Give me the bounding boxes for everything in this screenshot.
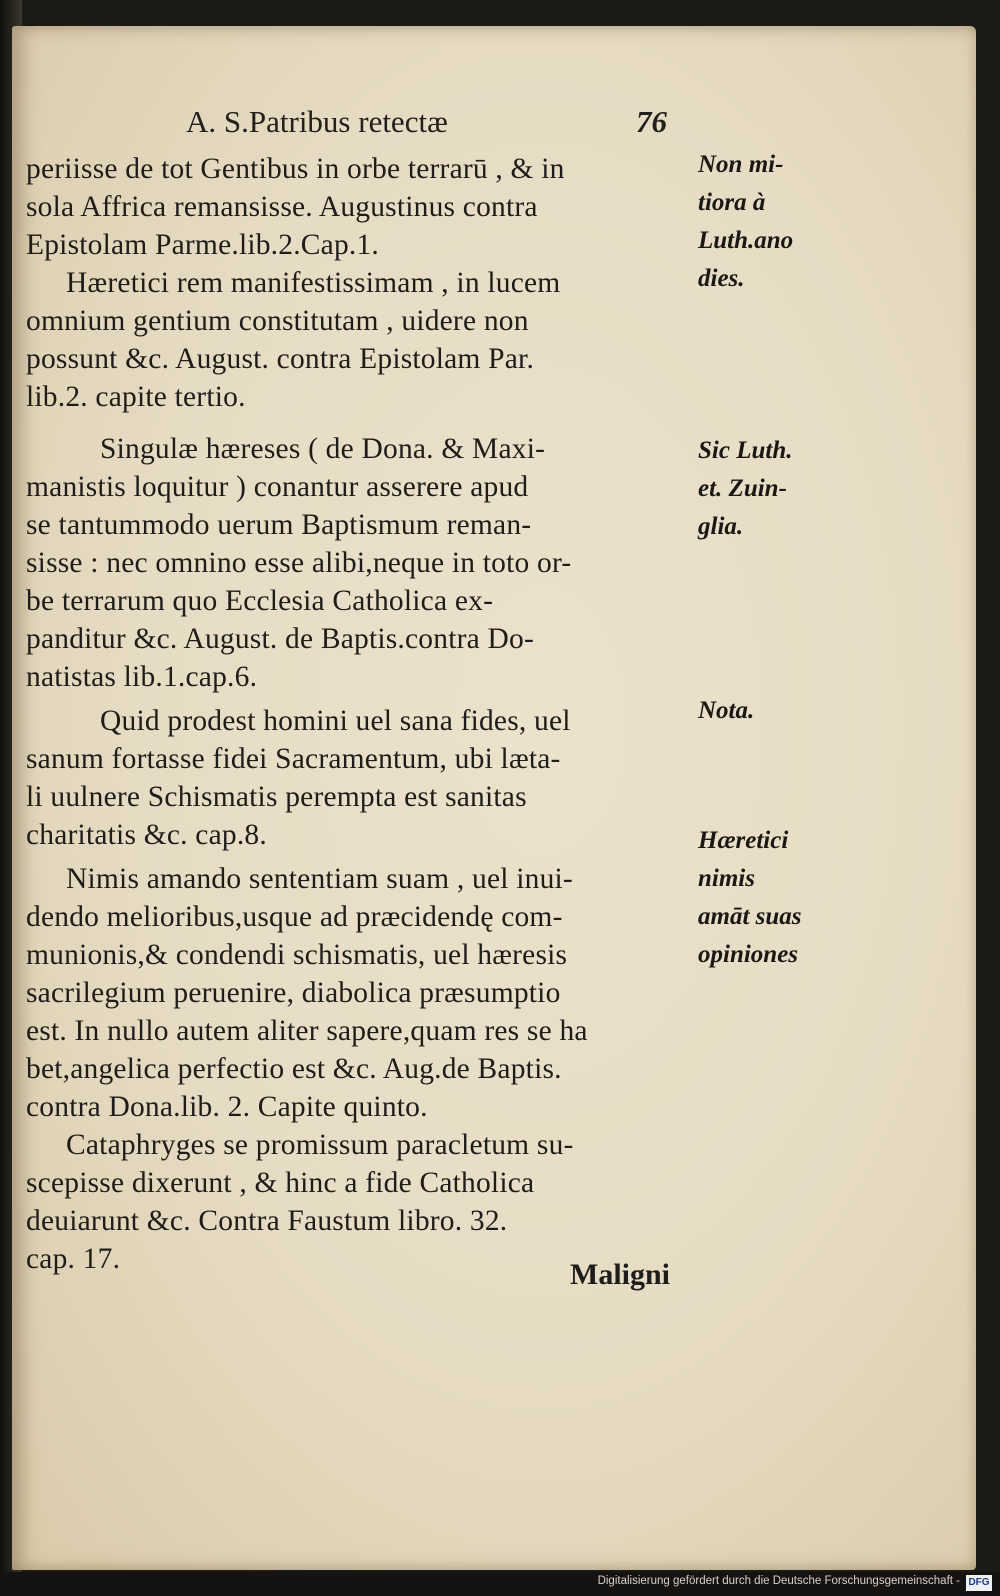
text-line: cap. 17. xyxy=(26,1243,121,1275)
running-head: A. S.Patribus retectæ xyxy=(186,104,448,139)
text-line: dendo melioribus,usque ad præcidendę com- xyxy=(26,901,563,933)
text-line: lib.2. capite tertio. xyxy=(26,381,246,413)
margin-note-line: glia. xyxy=(698,513,744,540)
page-number: 76 xyxy=(636,104,667,139)
margin-note-line: Sic Luth. xyxy=(698,437,793,464)
dfg-logo-icon: DFG xyxy=(966,1575,992,1591)
margin-note xyxy=(698,432,792,546)
text-line: est. In nullo autem aliter sapere,quam res se ha xyxy=(26,1015,588,1047)
text-line: bet,angelica perfectio est &c. Aug.de Baptis. xyxy=(26,1053,562,1085)
paragraph-1 xyxy=(26,150,692,264)
text-line: Quid prodest homini uel sana fides, uel xyxy=(100,705,571,737)
margin-note-line: Non mi- xyxy=(698,151,784,178)
digitization-footer xyxy=(0,1572,1000,1596)
paragraph-5 xyxy=(26,860,692,1126)
text-line: Hæretici rem manifestissimam , in lucem xyxy=(66,267,561,299)
text-line: Cataphryges se promissum paracletum su- xyxy=(66,1129,574,1161)
margin-note-line: dies. xyxy=(698,265,745,292)
text-line: scepisse dixerunt , & hinc a fide Catholica xyxy=(26,1167,535,1199)
catchword: Maligni xyxy=(570,1258,671,1291)
text-line: contra Dona.lib. 2. Capite quinto. xyxy=(26,1091,428,1123)
text-line: se tantummodo uerum Baptismum reman- xyxy=(26,509,532,541)
paragraph-3 xyxy=(26,430,692,696)
margin-note-line: tiora à xyxy=(698,189,766,216)
text-line: be terrarum quo Ecclesia Catholica ex- xyxy=(26,585,494,617)
text-line: omnium gentium constitutam , uidere non xyxy=(26,305,529,337)
text-line: manistis loquitur ) conantur asserere apud xyxy=(26,471,529,503)
margin-note-line: Luth.ano xyxy=(698,227,794,254)
text-line: sola Affrica remansisse. Augustinus contra xyxy=(26,191,538,223)
paragraph-6 xyxy=(26,1126,692,1278)
text-line: Singulæ hæreses ( de Dona. & Maxi- xyxy=(100,433,546,465)
margin-note-line: opiniones xyxy=(698,941,799,968)
margin-note-line: amāt suas xyxy=(698,903,802,930)
text-line: charitatis &c. cap.8. xyxy=(26,819,267,851)
text-line: munionis,& condendi schismatis, uel hæresis xyxy=(26,939,568,971)
text-line: Epistolam Parme.lib.2.Cap.1. xyxy=(26,229,380,261)
paragraph-4 xyxy=(26,702,692,854)
text-line: sanum fortasse fidei Sacramentum, ubi læta- xyxy=(26,743,561,775)
text-line: sacrilegium peruenire, diabolica præsumptio xyxy=(26,977,561,1009)
main-text xyxy=(26,150,692,1278)
margin-note xyxy=(698,146,793,298)
text-line: Nimis amando sententiam suam , uel inui- xyxy=(66,863,573,895)
margin-note xyxy=(698,692,754,730)
margin-note-line: Nota. xyxy=(698,697,755,724)
funding-credit: Digitalisierung gefördert durch die Deutsche Forschungsgemeinschaft - xyxy=(597,1575,960,1587)
text-line: natistas lib.1.cap.6. xyxy=(26,661,258,693)
margin-note-line: Hæretici xyxy=(698,827,789,854)
text-line: li uulnere Schismatis perempta est sanitas xyxy=(26,781,527,813)
text-line: periisse de tot Gentibus in orbe terrarū , & in xyxy=(26,153,565,185)
paragraph-2 xyxy=(26,264,692,416)
text-line: panditur &c. August. de Baptis.contra Do- xyxy=(26,623,534,655)
margin-note-line: nimis xyxy=(698,865,755,892)
book-page xyxy=(12,26,976,1570)
text-line: deuiarunt &c. Contra Faustum libro. 32. xyxy=(26,1205,508,1237)
text-line: sisse : nec omnino esse alibi,neque in toto or- xyxy=(26,547,572,579)
margin-note-line: et. Zuin- xyxy=(698,475,787,502)
margin-note xyxy=(698,822,802,974)
text-line: possunt &c. August. contra Epistolam Par. xyxy=(26,343,535,375)
page-header xyxy=(12,104,976,148)
